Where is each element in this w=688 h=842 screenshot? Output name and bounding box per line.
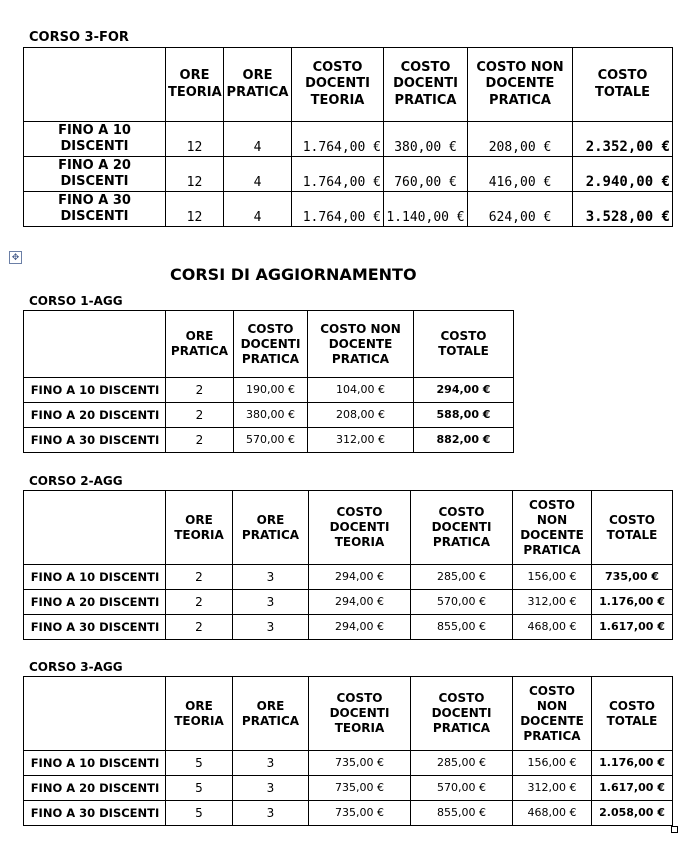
header-ore-pratica: ORE PRATICA	[166, 311, 234, 378]
corso3-for-table	[23, 47, 673, 227]
row-label: FINO A 10 DISCENTI	[24, 378, 166, 403]
table-row	[24, 403, 514, 428]
costo-totale: 2.352,00 €	[573, 122, 673, 157]
header-costo-totale: COSTO TOTALE	[592, 677, 673, 751]
header-costo-docenti-teoria: COSTO DOCENTI TEORIA	[292, 48, 384, 122]
table-row	[24, 615, 673, 640]
header-ore-teoria: ORE TEORIA	[166, 677, 233, 751]
costo-docenti-pratica: 285,00 €	[411, 751, 513, 776]
costo-non-docente: 208,00 €	[308, 403, 414, 428]
header-costo-docenti-pratica: COSTO DOCENTI PRATICA	[411, 491, 513, 565]
table-row	[24, 590, 673, 615]
ore-teoria: 2	[166, 590, 233, 615]
costo-docenti-teoria: 294,00 €	[309, 590, 411, 615]
costo-non-docente: 312,00 €	[308, 428, 414, 453]
costo-non-docente: 312,00 €	[513, 590, 592, 615]
ore-teoria: 5	[166, 776, 233, 801]
costo-totale: 2.058,00 €	[592, 801, 673, 826]
header-costo-docenti-teoria: COSTO DOCENTI TEORIA	[309, 677, 411, 751]
costo-docenti-teoria: 294,00 €	[309, 565, 411, 590]
costo-non-docente: 156,00 €	[513, 751, 592, 776]
costo-docenti-pratica: 570,00 €	[411, 776, 513, 801]
ore-pratica: 2	[166, 428, 234, 453]
ore-teoria: 5	[166, 751, 233, 776]
header-costo-docenti-pratica: COSTO DOCENTI PRATICA	[234, 311, 308, 378]
ore-teoria: 2	[166, 615, 233, 640]
costo-non-docente: 416,00 €	[468, 157, 573, 192]
table-row	[24, 428, 514, 453]
header-ore-teoria: ORE TEORIA	[166, 48, 224, 122]
ore-pratica: 3	[233, 590, 309, 615]
costo-docenti-teoria: 1.764,00 €	[292, 157, 384, 192]
row-label: FINO A 20 DISCENTI	[24, 403, 166, 428]
row-label: FINO A 30 DISCENTI	[24, 428, 166, 453]
costo-docenti-pratica: 570,00 €	[411, 590, 513, 615]
costo-totale: 735,00 €	[592, 565, 673, 590]
header-empty	[24, 677, 166, 751]
ore-pratica: 3	[233, 565, 309, 590]
header-costo-non-docente: COSTO NON DOCENTE PRATICA	[308, 311, 414, 378]
row-label: FINO A 10 DISCENTI	[24, 751, 166, 776]
header-ore-pratica: ORE PRATICA	[233, 677, 309, 751]
table-row	[24, 378, 514, 403]
header-costo-totale: COSTO TOTALE	[573, 48, 673, 122]
costo-totale: 1.617,00 €	[592, 615, 673, 640]
costo-non-docente: 156,00 €	[513, 565, 592, 590]
ore-pratica: 4	[224, 192, 292, 227]
ore-pratica: 3	[233, 751, 309, 776]
costo-totale: 882,00 €	[414, 428, 514, 453]
ore-teoria: 12	[166, 192, 224, 227]
row-label: FINO A 30 DISCENTI	[24, 192, 166, 227]
costo-totale: 1.617,00 €	[592, 776, 673, 801]
costo-docenti-pratica: 1.140,00 €	[384, 192, 468, 227]
table-row	[24, 565, 673, 590]
costo-docenti-pratica: 380,00 €	[384, 122, 468, 157]
ore-pratica: 2	[166, 403, 234, 428]
header-costo-non-docente: COSTO NON DOCENTE PRATICA	[513, 677, 592, 751]
header-costo-docenti-teoria: COSTO DOCENTI TEORIA	[309, 491, 411, 565]
row-label: FINO A 10 DISCENTI	[24, 122, 166, 157]
table-resize-handle[interactable]	[671, 826, 678, 833]
header-empty	[24, 311, 166, 378]
costo-docenti-pratica: 570,00 €	[234, 428, 308, 453]
table-row	[24, 157, 673, 192]
costo-non-docente: 208,00 €	[468, 122, 573, 157]
header-empty	[24, 48, 166, 122]
move-anchor-icon[interactable]: ✥	[9, 251, 22, 264]
table-row	[24, 776, 673, 801]
ore-pratica: 4	[224, 157, 292, 192]
header-costo-non-docente: COSTO NON DOCENTE PRATICA	[468, 48, 573, 122]
costo-totale: 294,00 €	[414, 378, 514, 403]
ore-teoria: 2	[166, 565, 233, 590]
corso2-agg-table	[23, 490, 673, 640]
table-row	[24, 192, 673, 227]
ore-pratica: 2	[166, 378, 234, 403]
costo-non-docente: 468,00 €	[513, 801, 592, 826]
table-row	[24, 122, 673, 157]
table-row	[24, 801, 673, 826]
costo-docenti-pratica: 855,00 €	[411, 801, 513, 826]
corso3-agg-title: CORSO 3-AGG	[29, 660, 123, 674]
ore-pratica: 3	[233, 615, 309, 640]
header-costo-docenti-pratica: COSTO DOCENTI PRATICA	[411, 677, 513, 751]
header-ore-pratica: ORE PRATICA	[233, 491, 309, 565]
header-empty	[24, 491, 166, 565]
ore-pratica: 3	[233, 776, 309, 801]
section-heading: CORSI DI AGGIORNAMENTO	[170, 265, 417, 284]
costo-totale: 588,00 €	[414, 403, 514, 428]
corso1-agg-table	[23, 310, 514, 453]
costo-docenti-teoria: 735,00 €	[309, 776, 411, 801]
costo-non-docente: 312,00 €	[513, 776, 592, 801]
row-label: FINO A 20 DISCENTI	[24, 157, 166, 192]
costo-docenti-teoria: 735,00 €	[309, 751, 411, 776]
costo-docenti-teoria: 735,00 €	[309, 801, 411, 826]
costo-totale: 1.176,00 €	[592, 751, 673, 776]
ore-pratica: 4	[224, 122, 292, 157]
costo-docenti-pratica: 380,00 €	[234, 403, 308, 428]
header-costo-docenti-pratica: COSTO DOCENTI PRATICA	[384, 48, 468, 122]
ore-teoria: 12	[166, 122, 224, 157]
costo-docenti-teoria: 294,00 €	[309, 615, 411, 640]
costo-totale: 1.176,00 €	[592, 590, 673, 615]
costo-docenti-pratica: 760,00 €	[384, 157, 468, 192]
corso3-agg-table	[23, 676, 673, 826]
corso1-agg-title: CORSO 1-AGG	[29, 294, 123, 308]
corso3-for-title: CORSO 3-FOR	[29, 30, 129, 45]
header-costo-non-docente: COSTO NON DOCENTE PRATICA	[513, 491, 592, 565]
ore-pratica: 3	[233, 801, 309, 826]
row-label: FINO A 30 DISCENTI	[24, 801, 166, 826]
corso2-agg-title: CORSO 2-AGG	[29, 474, 123, 488]
costo-totale: 3.528,00 €	[573, 192, 673, 227]
ore-teoria: 12	[166, 157, 224, 192]
header-costo-totale: COSTO TOTALE	[592, 491, 673, 565]
header-ore-pratica: ORE PRATICA	[224, 48, 292, 122]
row-label: FINO A 10 DISCENTI	[24, 565, 166, 590]
ore-teoria: 5	[166, 801, 233, 826]
costo-docenti-pratica: 855,00 €	[411, 615, 513, 640]
row-label: FINO A 20 DISCENTI	[24, 776, 166, 801]
costo-non-docente: 468,00 €	[513, 615, 592, 640]
costo-docenti-pratica: 190,00 €	[234, 378, 308, 403]
row-label: FINO A 30 DISCENTI	[24, 615, 166, 640]
table-row	[24, 751, 673, 776]
costo-totale: 2.940,00 €	[573, 157, 673, 192]
costo-docenti-teoria: 1.764,00 €	[292, 192, 384, 227]
costo-docenti-pratica: 285,00 €	[411, 565, 513, 590]
row-label: FINO A 20 DISCENTI	[24, 590, 166, 615]
header-ore-teoria: ORE TEORIA	[166, 491, 233, 565]
costo-non-docente: 104,00 €	[308, 378, 414, 403]
costo-docenti-teoria: 1.764,00 €	[292, 122, 384, 157]
header-costo-totale: COSTO TOTALE	[414, 311, 514, 378]
costo-non-docente: 624,00 €	[468, 192, 573, 227]
